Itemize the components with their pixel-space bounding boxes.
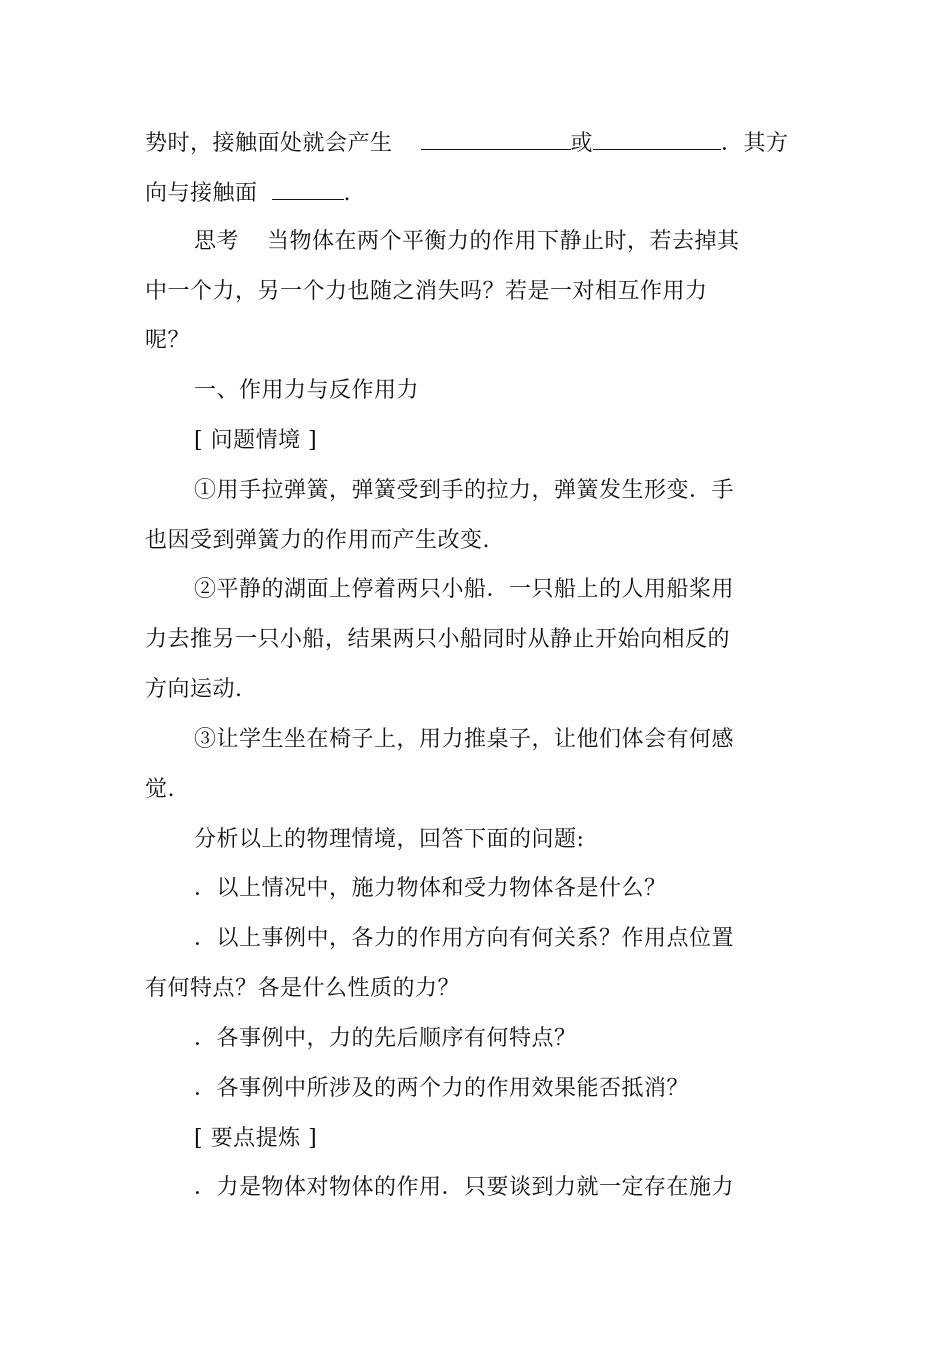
item2-line: 方向运动. xyxy=(145,677,243,702)
text-fragment: ．其方 xyxy=(721,131,789,156)
text-fragment: 或 xyxy=(570,131,594,156)
question-line: ．各事例中，力的先后顺序有何特点？ xyxy=(194,1026,577,1051)
think-line: 中一个力，另一个力也随之消失吗？若是一对相互作用力 xyxy=(145,279,708,304)
key-point-line: ．力是物体对物体的作用．只要谈到力就一定存在施力 xyxy=(194,1175,735,1200)
text-fragment: . xyxy=(343,181,352,206)
question-line: ．各事例中所涉及的两个力的作用效果能否抵消？ xyxy=(194,1076,690,1101)
think-label: 思考 xyxy=(194,229,240,254)
think-line xyxy=(194,227,740,257)
item1-line: ①用手拉弹簧，弹簧受到手的拉力，弹簧发生形变．手 xyxy=(194,478,735,503)
question-line: ．以上情况中，施力物体和受力物体各是什么？ xyxy=(194,876,667,901)
text-line xyxy=(145,177,351,209)
item1-line: 也因受到弹簧力的作用而产生改变. xyxy=(145,528,490,553)
text-fragment: 向与接触面 xyxy=(145,181,258,206)
question-line: ．以上事例中，各力的作用方向有何关系？作用点位置 xyxy=(194,926,735,951)
analysis-intro: 分析以上的物理情境，回答下面的问题: xyxy=(194,827,585,852)
question-line: 有何特点？各是什么性质的力？ xyxy=(145,976,461,1001)
fill-blank xyxy=(421,127,571,150)
item3-line: ③让学生坐在椅子上，用力推桌子，让他们体会有何感 xyxy=(194,727,735,752)
key-points-heading: [ 要点提炼 ] xyxy=(194,1126,318,1151)
item3-line: 觉. xyxy=(145,777,175,802)
think-line: 呢？ xyxy=(145,328,191,353)
item2-line: 力去推另一只小船，结果两只小船同时从静止开始向相反的 xyxy=(145,627,731,652)
fill-blank xyxy=(593,127,721,150)
item2-line: ②平静的湖面上停着两只小船．一只船上的人用船桨用 xyxy=(194,577,735,602)
text-line xyxy=(145,127,789,159)
section-heading: 一、作用力与反作用力 xyxy=(194,378,420,403)
text-fragment: 势时，接触面处就会产生 xyxy=(145,131,393,156)
fill-blank xyxy=(272,177,344,200)
problem-heading: [ 问题情境 ] xyxy=(194,428,318,453)
think-text: 当物体在两个平衡力的作用下静止时，若去掉其 xyxy=(267,229,740,254)
